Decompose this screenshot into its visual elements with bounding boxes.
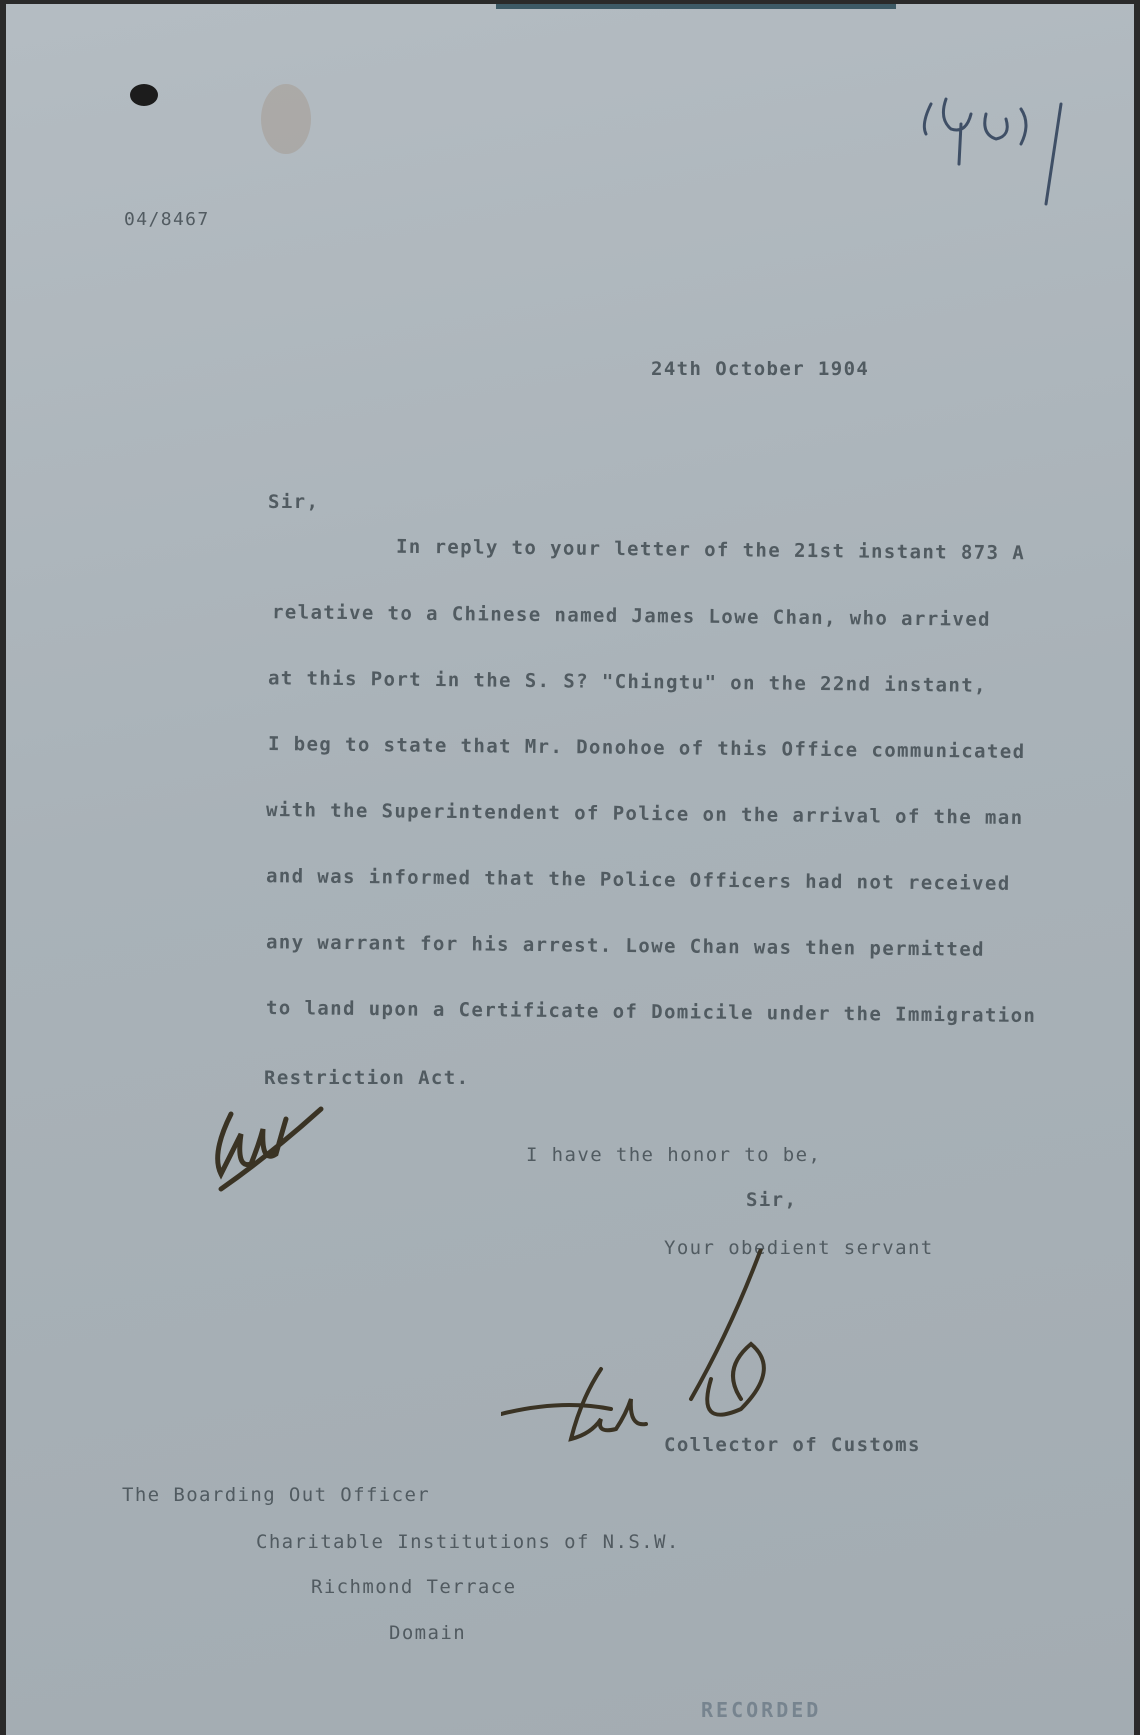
- body-line: at this Port in the S. S? "Chingtu" on the 22nd instant,: [267, 667, 988, 697]
- pencil-annotation: [911, 74, 1101, 214]
- body-line: Restriction Act.: [264, 1067, 470, 1089]
- reference-number: 04/8467: [124, 209, 210, 230]
- closing-line: Your obedient servant: [664, 1237, 934, 1259]
- signature: [501, 1249, 871, 1459]
- paper-stain: [261, 84, 311, 154]
- ink-blot: [130, 84, 158, 106]
- body-line: and was informed that the Police Officers had not received: [265, 865, 1011, 895]
- addressee-line: Richmond Terrace: [311, 1576, 517, 1598]
- recorded-stamp: RECORDED: [701, 1698, 822, 1722]
- addressee-line: Domain: [389, 1622, 467, 1644]
- body-line: relative to a Chinese named James Lowe Chan, who arrived: [271, 601, 992, 631]
- salutation: Sir,: [268, 491, 320, 513]
- body-line: any warrant for his arrest. Lowe Chan was then permitted: [265, 931, 986, 961]
- body-line: In reply to your letter of the 21st instant 873 A: [395, 535, 1026, 565]
- closing-line: I have the honor to be,: [526, 1144, 822, 1166]
- top-edge-strip: [496, 4, 896, 9]
- body-line: with the Superintendent of Police on the arrival of the man: [265, 799, 1024, 829]
- addressee-line: The Boarding Out Officer: [122, 1484, 431, 1506]
- document-sheet: [6, 4, 1134, 1735]
- closing-line: Sir,: [746, 1189, 798, 1211]
- letter-date: 24th October 1904: [651, 358, 870, 380]
- body-line: I beg to state that Mr. Donohoe of this Office communicated: [267, 733, 1026, 763]
- body-line: to land upon a Certificate of Domicile under the Immigration: [265, 996, 1037, 1028]
- signatory-title: Collector of Customs: [664, 1434, 921, 1456]
- addressee-line: Charitable Institutions of N.S.W.: [256, 1531, 680, 1553]
- initials-signature: [201, 1094, 336, 1204]
